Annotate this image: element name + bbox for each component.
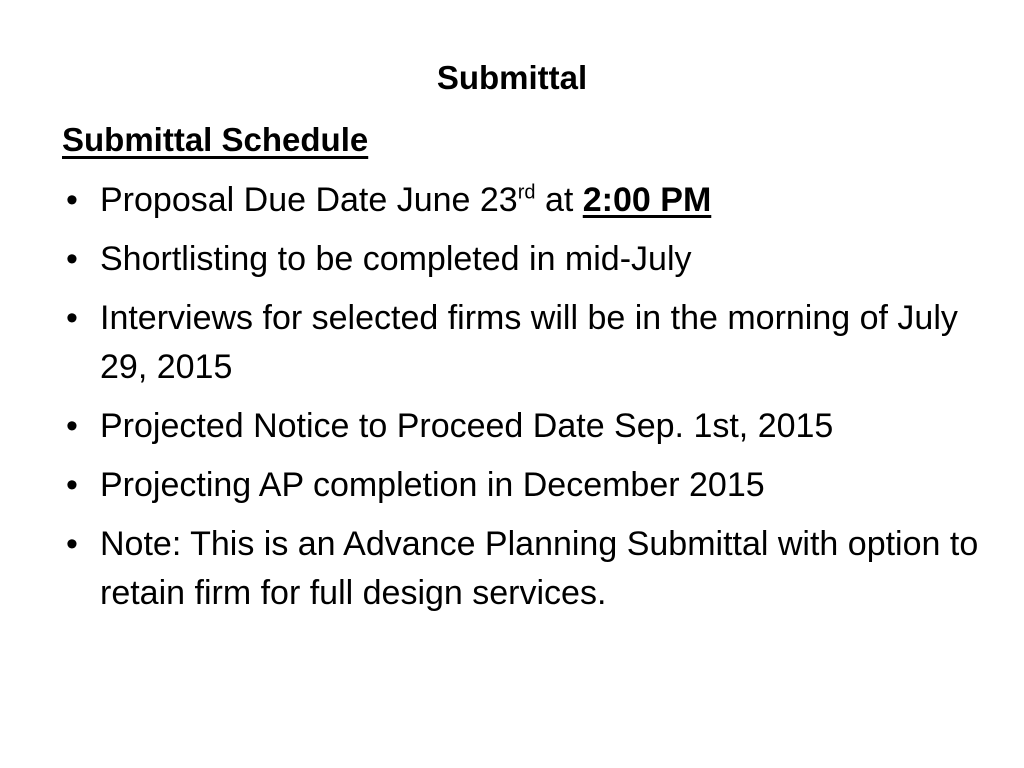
slide-title: Submittal — [436, 59, 588, 96]
bullet-item-ap-completion — [62, 461, 982, 510]
bullet-item-notice-to-proceed — [62, 402, 982, 451]
bullet-item-note — [62, 520, 982, 618]
bullet-text — [100, 181, 711, 219]
bullet-text: Projecting AP completion in December 2015 — [100, 466, 765, 504]
bullet-dot: • — [66, 240, 78, 278]
bullet-list — [62, 176, 982, 628]
bullet-dot: • — [66, 181, 78, 219]
bullet-dot: • — [66, 299, 78, 337]
bullet-text: Projected Notice to Proceed Date Sep. 1st, 2015 — [100, 407, 834, 445]
bullet-dot: • — [66, 525, 78, 563]
bullet-dot: • — [66, 466, 78, 504]
bullet-item-proposal-due — [62, 176, 982, 225]
bullet-text: Interviews for selected firms will be in the morning of July 29, 2015 — [100, 299, 958, 386]
bullet-dot: • — [66, 407, 78, 445]
at-text: at — [535, 181, 583, 219]
date-ordinal-suffix: rd — [517, 181, 536, 204]
section-heading: Submittal Schedule — [62, 121, 369, 158]
bullet-item-interviews — [62, 294, 982, 392]
bullet-item-shortlisting — [62, 235, 982, 284]
proposal-date-text: Proposal Due Date June 23 — [100, 181, 518, 219]
bullet-text: Shortlisting to be completed in mid-July — [100, 240, 692, 278]
bullet-text: Note: This is an Advance Planning Submittal with option to retain firm for full design services. — [100, 525, 979, 612]
due-time: 2:00 PM — [582, 181, 712, 219]
